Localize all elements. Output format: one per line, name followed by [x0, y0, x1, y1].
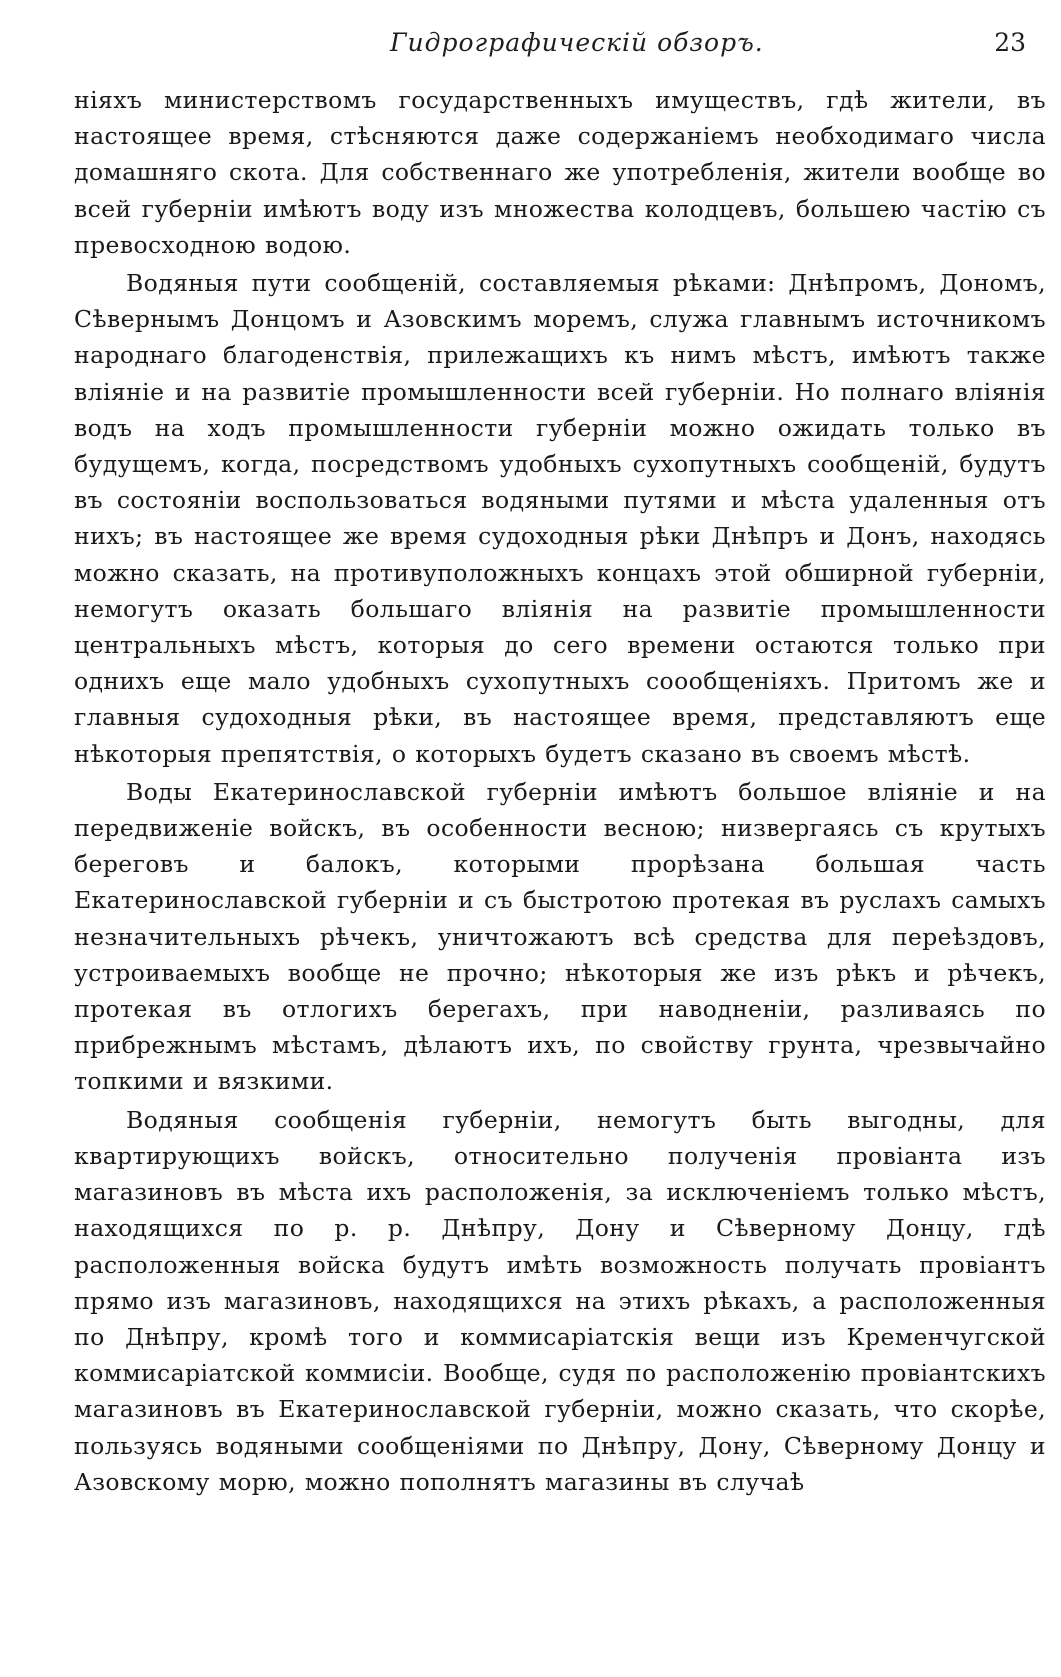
page-header: [74, 28, 1046, 62]
body-text: [74, 82, 1046, 1500]
paragraph-1: ніяхъ министерствомъ государственныхъ имуществъ, гдѣ жители, въ настоящее время, стѣсняются даже содержаніемъ необходимаго числа домашняго скота. Для собственнаго же употребленія, жители вообще во всей губерніи имѣютъ воду изъ множества колодцевъ, большею частію съ превосходною водою.: [74, 86, 1046, 259]
paragraph-3: Воды Екатеринославской губерніи имѣютъ большое вліяніе и на передвиженіе войскъ, въ особенности весною; низвергаясь съ крутыхъ береговъ и балокъ, которыми прорѣзана большая часть Екатеринославской губерніи и съ быстротою протекая въ руслахъ самыхъ незначительныхъ рѣчекъ, уничтожаютъ всѣ средства для переѣздовъ, устроиваемыхъ вообще не прочно; нѣкоторыя же изъ рѣкъ и рѣчекъ, протекая въ отлогихъ берегахъ, при наводненіи, разливаясь по прибрежнымъ мѣстамъ, дѣлаютъ ихъ, по свойству грунта, чрезвычайно топкими и вязкими.: [74, 777, 1046, 1096]
paragraph-2: Водяныя пути сообщеній, составляемыя рѣками: Днѣпромъ, Дономъ, Сѣвернымъ Донцомъ и Азовскимъ моремъ, служа главнымъ источникомъ народнаго благоденствія, прилежащихъ къ нимъ мѣстъ, имѣютъ также вліяніе и на развитіе промышленности всей губерніи. Но полнаго вліянія водъ на ходъ промышленности губерніи можно ожидать только въ будущемъ, когда, посредствомъ удобныхъ сухопутныхъ сообщеній, будутъ въ состояніи воспользоваться водяными путями и мѣста удаленныя отъ нихъ; въ настоящее же время судоходныя рѣки Днѣпръ и Донъ, находясь можно сказать, на противуположныхъ концахъ этой обширной губерніи, немогутъ оказать большаго вліянія на развитіе промышленности центральныхъ мѣстъ, которыя до сего времени остаются только при однихъ еще мало удобныхъ сухопутныхъ соообщеніяхъ. Притомъ же и главныя судоходныя рѣки, въ настоящее время, представляютъ еще нѣкоторыя препятствія, о которыхъ будетъ сказано въ своемъ мѣстѣ.: [74, 269, 1046, 768]
book-page: [74, 28, 1046, 1658]
paragraph-4: Водяныя сообщенія губерніи, немогутъ быть выгодны, для квартирующихъ войскъ, относительно полученія провіанта изъ магазиновъ въ мѣста ихъ расположенія, за исключеніемъ только мѣстъ, находящихся по р. р. Днѣпру, Дону и Сѣверному Донцу, гдѣ расположенныя войска будутъ имѣть возможность получать провіантъ прямо изъ магазиновъ, находящихся на этихъ рѣкахъ, а расположенныя по Днѣпру, кромѣ того и коммисаріатскія вещи изъ Кременчугской коммисаріатской коммисіи. Вообще, судя по расположенію провіантскихъ магазиновъ въ Екатеринославской губерніи, можно сказать, что скорѣе, пользуясь водяными сообщеніями по Днѣпру, Дону, Сѣверному Донцу и Азовскому морю, можно пополнятъ магазины въ случаѣ: [74, 1105, 1046, 1496]
page-number: 23: [994, 28, 1026, 57]
running-title: Гидрографическій обзоръ.: [390, 28, 764, 57]
